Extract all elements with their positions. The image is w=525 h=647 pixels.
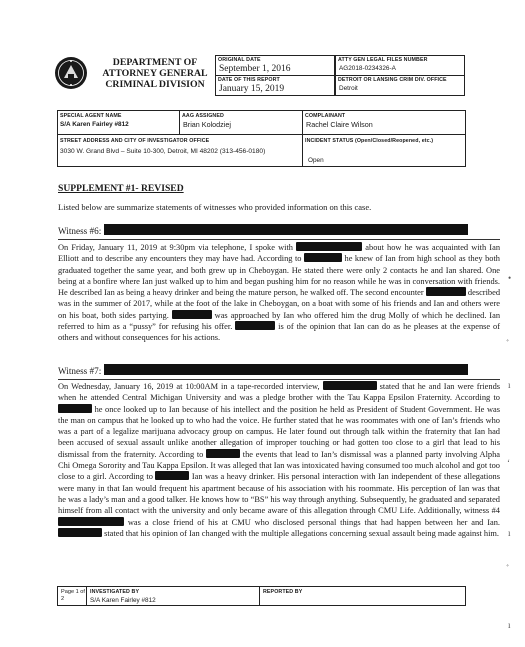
witness-6-redaction (104, 224, 468, 235)
complainant-value: Rachel Claire Wilson (306, 120, 373, 129)
report-date-label: DATE OF THIS REPORT (218, 77, 280, 83)
complainant-label: COMPLAINANT (305, 113, 346, 119)
scan-mark: ı (508, 528, 511, 538)
redaction (206, 449, 240, 458)
office-value: Detroit (339, 85, 358, 92)
file-number-value: AG2018-0234326-A (339, 65, 396, 72)
redaction (58, 528, 102, 537)
scan-mark: • (508, 273, 512, 283)
file-number-label: ATTY GEN LEGAL FILES NUMBER (338, 57, 428, 63)
redaction (426, 287, 466, 296)
redaction (58, 404, 92, 413)
w6-text-a: On Friday, January 11, 2019 at 9:30pm via telephone, I spoke with (58, 243, 293, 252)
w6-text-e: was approached by Ian who offered him the drug Molly of which he declined. Ian referred to him as a “pussy” for refusing his offer. (58, 310, 501, 332)
redaction (235, 321, 275, 330)
department-line-1: DEPARTMENT OF (112, 57, 198, 68)
redaction (58, 517, 124, 526)
scan-mark: ı (508, 380, 511, 390)
w7-text-d: the events that lead to Ian’s dismissal was a planned party involving Alpha Chi Omega Sorority and Tau Kappa Epsilon. It was alleged that Ian was intoxicated having consumed too much alcohol and got too close to a girl. According to (58, 449, 501, 482)
reported-box (259, 586, 466, 606)
w7-text-a: On Wednesday, January 16, 2019 at 10:00AM in a tape-recorded interview, (58, 382, 320, 391)
w7-text-c: he once looked up to Ian because of his intellect and the position he held as President of Student Government. He was the man on campus that he looked up to who had the voice. He further stated that he was roommates with one of Ian’s friends who was a part of a legalize marijuana advocacy group on campus. He later found out through talk within the fraternity that Ian had been accused of sexual assault unlike another allegation of improper touching or had gotten too close to a girl that lead to his dismissal from the fraternity. According to (58, 404, 500, 459)
redaction (323, 381, 377, 390)
witness-7-rule (58, 379, 500, 380)
investigated-box (86, 586, 260, 606)
scan-mark: ʻ (507, 458, 510, 468)
witness-7-redaction (104, 364, 468, 375)
status-box (302, 134, 466, 167)
redaction (155, 471, 189, 480)
w6-text-f: is of the opinion that Ian can do as he pleases at the expense of others and without consequences for his actions. (58, 322, 501, 343)
aag-value: Brian Kolodziej (183, 120, 231, 129)
witness-7-paragraph (58, 381, 500, 539)
status-label: INCIDENT STATUS (Open/Closed/Reopened, etc.) (305, 138, 434, 144)
office-box (335, 75, 465, 96)
w7-text-e: Ian was a heavy drinker. His personal interaction with Ian independent of these allegations were many in that Ian would frequent his apartment because of his association with his roommate. His perception of Ian was that he was a lady’s man and a good talker. He knows how to “BS” his way through anything. Subsequently, he graduated and separated himself from all contact with the university and only became aware of this allegation through CMU Life. Additionally, witness #4 (58, 472, 500, 516)
agent-label: SPECIAL AGENT NAME (60, 113, 122, 119)
section-title: SUPPLEMENT #1- REVISED (58, 183, 184, 194)
reported-label: REPORTED BY (263, 589, 303, 595)
witness-6-rule (58, 239, 500, 240)
department-line-3: CRIMINAL DIVISION (105, 79, 205, 90)
intro-text: Listed below are summarize statements of witnesses who provided information on this case. (58, 202, 372, 212)
state-seal (54, 56, 88, 90)
witness-6-label: Witness #6: (58, 226, 102, 236)
w7-text-f: was a close friend of his at CMU who disclosed personal things that had happen between her and Ian. (127, 517, 501, 527)
department-line-2: ATTORNEY GENERAL (102, 68, 208, 79)
agent-value: S/A Karen Fairley #812 (60, 121, 129, 128)
redaction (304, 253, 342, 262)
aag-box (179, 110, 303, 135)
address-label: STREET ADDRESS AND CITY OF INVESTIGATOR OFFICE (60, 138, 210, 144)
file-number-box (335, 55, 465, 76)
complainant-box (302, 110, 466, 135)
office-label: DETROIT OR LANSING CRIM DIV. OFFICE (338, 77, 447, 83)
w7-text-g: stated that his opinion of Ian changed with the multiple allegations concerning sexual assault being made against him. (104, 528, 500, 538)
agent-box (57, 110, 180, 135)
w7-text-b: stated that he and Ian were friends when he attended Central Michigan University and was a pledge brother with the Tau Kappa Epsilon Fraternity. According to (58, 382, 501, 403)
address-value: 3030 W. Grand Blvd – Suite 10-300, Detroit, MI 48202 (313-456-0180) (60, 148, 266, 155)
investigated-label: INVESTIGATED BY (90, 589, 140, 595)
report-date-box (215, 75, 335, 96)
scan-mark: ı (508, 620, 511, 630)
original-date-box (215, 55, 335, 76)
address-box (57, 134, 303, 167)
page-box (57, 586, 87, 606)
scan-mark: ﾞ (506, 564, 511, 574)
status-value: Open (308, 157, 324, 164)
w6-text-d: described was in the summer of 2017, while at the foot of the lake in Cheboygan, on a boat with some of his friends and Ian and others were on his boat, both sides partying. (58, 288, 501, 320)
witness-7-label: Witness #7: (58, 366, 102, 376)
department-title (96, 57, 214, 90)
redaction (296, 242, 362, 251)
redaction (172, 310, 212, 319)
scan-mark: ﾞ (506, 339, 511, 349)
investigated-value: S/A Karen Fairley #812 (90, 597, 156, 604)
original-date-value: September 1, 2016 (219, 64, 291, 74)
w6-text-b: about how he was acquainted with Ian Elliott and to describe any encounters they may have had. According to (58, 243, 501, 264)
original-date-label: ORIGINAL DATE (218, 57, 261, 63)
page-number: Page 1 of 2 (61, 589, 85, 602)
witness-6-paragraph (58, 242, 500, 344)
aag-label: AAG ASSIGNED (182, 113, 224, 119)
report-date-value: January 15, 2019 (219, 84, 285, 94)
w6-text-c: he knew of Ian from high school as they both graduated together the same year, and both grew up in Cheboygan. He stated there were only 2 contacts he and Ian shared. One being at a bonfire where Ian just walked up to him and began pushing him for no reason while he was in conversation with friends. He described Ian as being a heavy drinker and being the mature person, he walked off. The second encounter (58, 254, 500, 298)
